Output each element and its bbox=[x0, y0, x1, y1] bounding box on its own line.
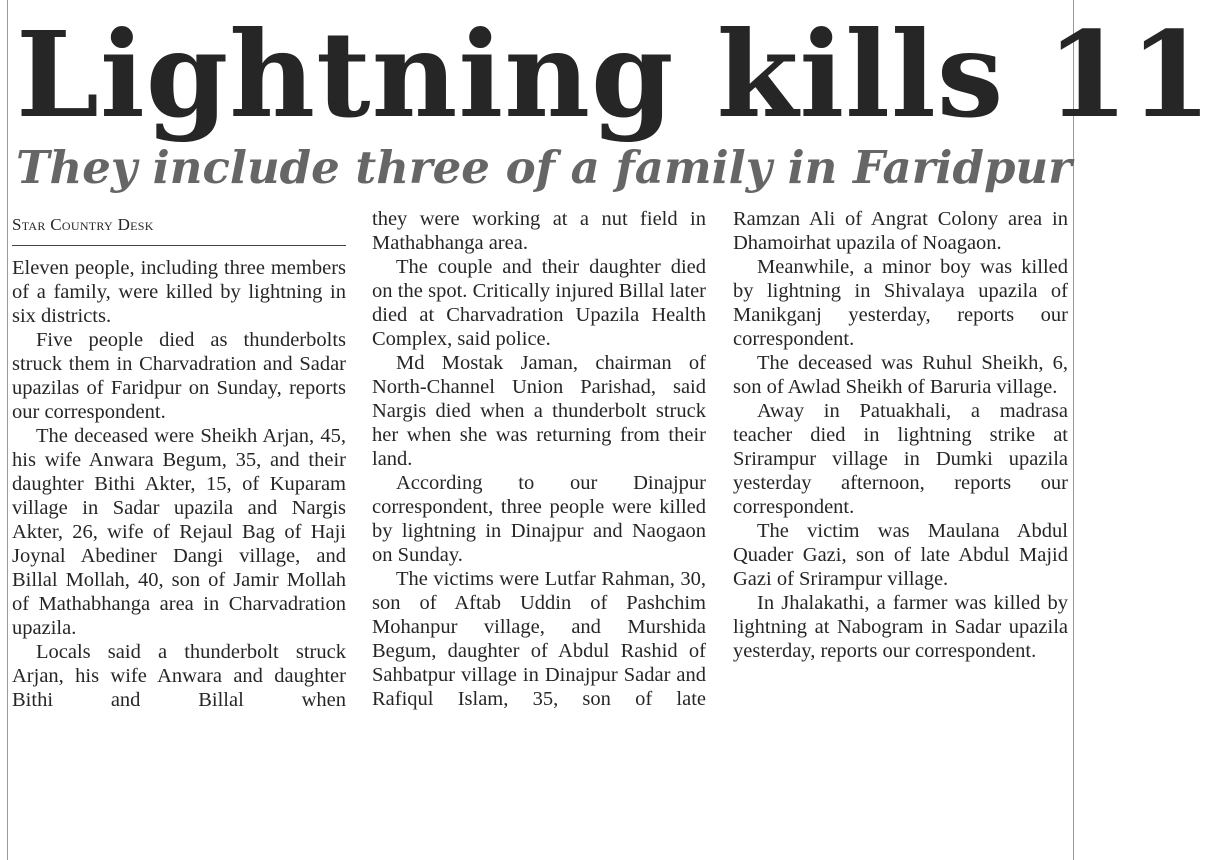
paragraph: In Jhalakathi, a farmer was killed by lightning at Nabogram in Sadar upazila yesterday, reports our correspondent. bbox=[733, 592, 1068, 662]
paragraph: The deceased were Sheikh Arjan, 45, his wife Anwara Begum, 35, and their daughter Bithi Akter, 15, of Kuparam village in Sadar upazila and Nargis Akter, 26, wife of Rejaul Bag of Haji Joynal Abediner Dangi village, and Billal Mollah, 40, son of Jamir Mollah of Mathabhanga area in Charvadration upazila. bbox=[12, 425, 346, 639]
paragraph: The victims were Lutfar Rahman, 30, son of Aftab Uddin of Pashchim Mohanpur village, and Murshida Begum, daughter of Abdul Rashid of Sahbatpur village in Dinajpur Sadar and Rafiqul Islam, 35, son of late bbox=[372, 568, 706, 710]
paragraph: Locals said a thunderbolt struck Arjan, his wife Anwara and daughter Bithi and Billal when bbox=[12, 641, 346, 711]
paragraph: they were working at a nut field in Mathabhanga area. bbox=[372, 208, 706, 254]
paragraph: The victim was Maulana Abdul Quader Gazi, son of late Abdul Majid Gazi of Srirampur village. bbox=[733, 520, 1068, 590]
paragraph: The couple and their daughter died on the spot. Critically injured Billal later died at Charvadration Upazila Health Complex, said police. bbox=[372, 256, 706, 350]
left-column-rule bbox=[7, 0, 8, 860]
article-column-3 bbox=[733, 207, 1068, 847]
subheadline: They include three of a family in Faridpur bbox=[16, 141, 1072, 194]
paragraph: Away in Patuakhali, a madrasa teacher died in lightning strike at Srirampur village in Dumki upazila yesterday afternoon, reports our correspondent. bbox=[733, 400, 1068, 518]
article-column-1 bbox=[12, 213, 346, 853]
paragraph: Eleven people, including three members of a family, were killed by lightning in six districts. bbox=[12, 257, 346, 327]
headline: Lightning kills 11 bbox=[16, 5, 1213, 144]
paragraph: Five people died as thunderbolts struck them in Charvadration and Sadar upazilas of Faridpur on Sunday, reports our correspondent. bbox=[12, 329, 346, 423]
paragraph: Md Mostak Jaman, chairman of North-Channel Union Parishad, said Nargis died when a thunderbolt struck her when she was returning from their land. bbox=[372, 352, 706, 470]
paragraph: Meanwhile, a minor boy was killed by lightning in Shivalaya upazila of Manikganj yesterday, reports our correspondent. bbox=[733, 256, 1068, 350]
paragraph: The deceased was Ruhul Sheikh, 6, son of Awlad Sheikh of Baruria village. bbox=[733, 352, 1068, 398]
byline: Star Country Desk bbox=[12, 213, 346, 246]
paragraph: According to our Dinajpur correspondent, three people were killed by lightning in Dinajpur and Naogaon on Sunday. bbox=[372, 472, 706, 566]
paragraph: Ramzan Ali of Angrat Colony area in Dhamoirhat upazila of Noagaon. bbox=[733, 208, 1068, 254]
article-column-2 bbox=[372, 207, 706, 847]
